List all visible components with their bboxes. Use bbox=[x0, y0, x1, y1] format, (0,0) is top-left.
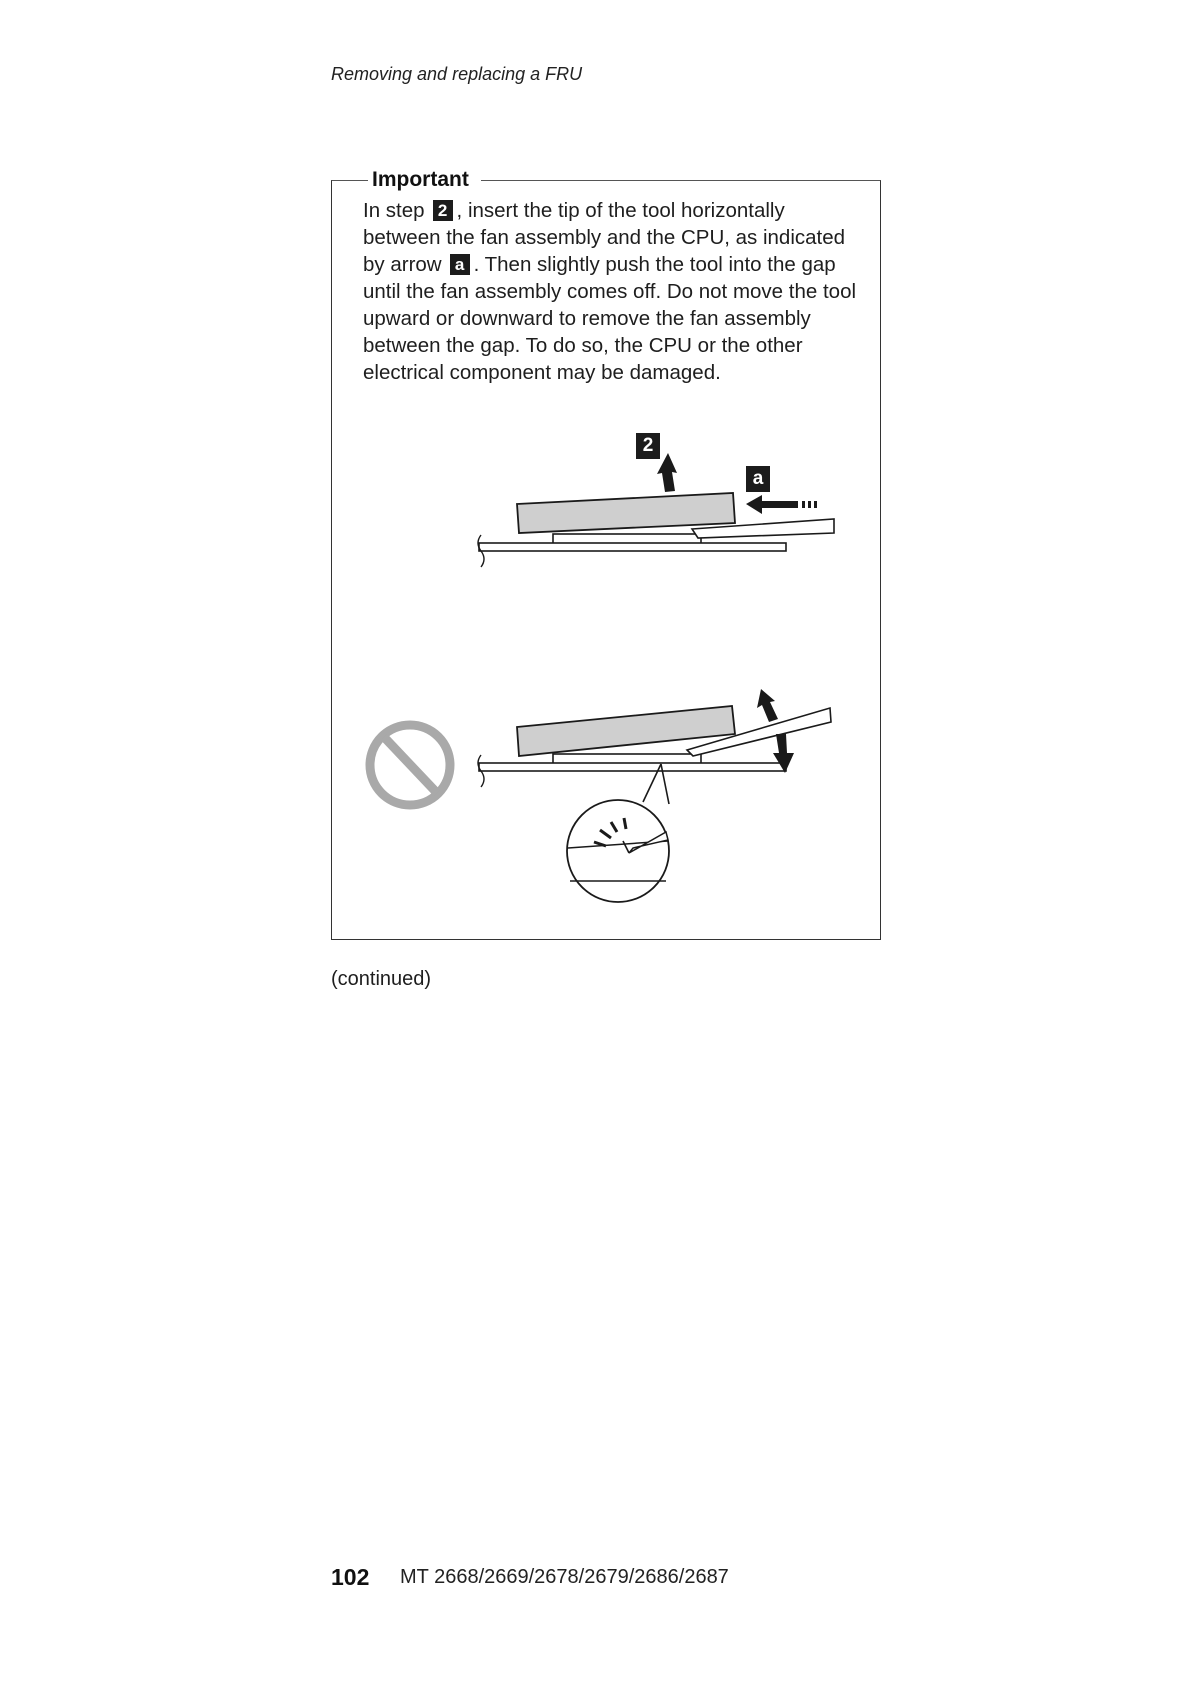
page-number: 102 bbox=[331, 1564, 370, 1590]
footer-doc-title: MT 2668/2669/2678/2679/2686/2687 bbox=[400, 1566, 729, 1588]
diagram-arrow-callout: a bbox=[746, 466, 770, 492]
magnifier-circle bbox=[567, 800, 669, 902]
correct-method-illustration bbox=[478, 453, 834, 567]
important-text-part3: . Then slightly push the tool into the gap until the fan assembly comes off. Do not move the tool upward or downward to remove the fan assembly between the gap. To do so, the CPU or the other electrical component may be damaged. bbox=[363, 253, 857, 384]
up-arrow-shape bbox=[757, 689, 778, 722]
lift-arrow-shape bbox=[657, 453, 677, 492]
step-callout: 2 bbox=[433, 200, 453, 221]
important-box bbox=[331, 168, 881, 940]
important-text-part2: , insert the tip of the tool horizontally between the fan assembly and the CPU, as indicated by arrow bbox=[363, 199, 846, 276]
running-header: Removing and replacing a FRU bbox=[331, 64, 583, 84]
board-shape-2 bbox=[479, 763, 786, 771]
push-arrow-shape bbox=[746, 495, 798, 514]
fan-removal-diagram bbox=[332, 181, 882, 941]
fan-assembly-shape bbox=[517, 493, 735, 533]
arrow-callout: a bbox=[450, 254, 470, 275]
important-label: Important bbox=[368, 167, 481, 193]
important-text-part1: In step bbox=[363, 199, 425, 222]
incorrect-method-illustration bbox=[370, 689, 831, 902]
board-shape bbox=[479, 543, 786, 551]
diagram-step-callout: 2 bbox=[636, 433, 660, 459]
continued-note: (continued) bbox=[331, 968, 432, 990]
